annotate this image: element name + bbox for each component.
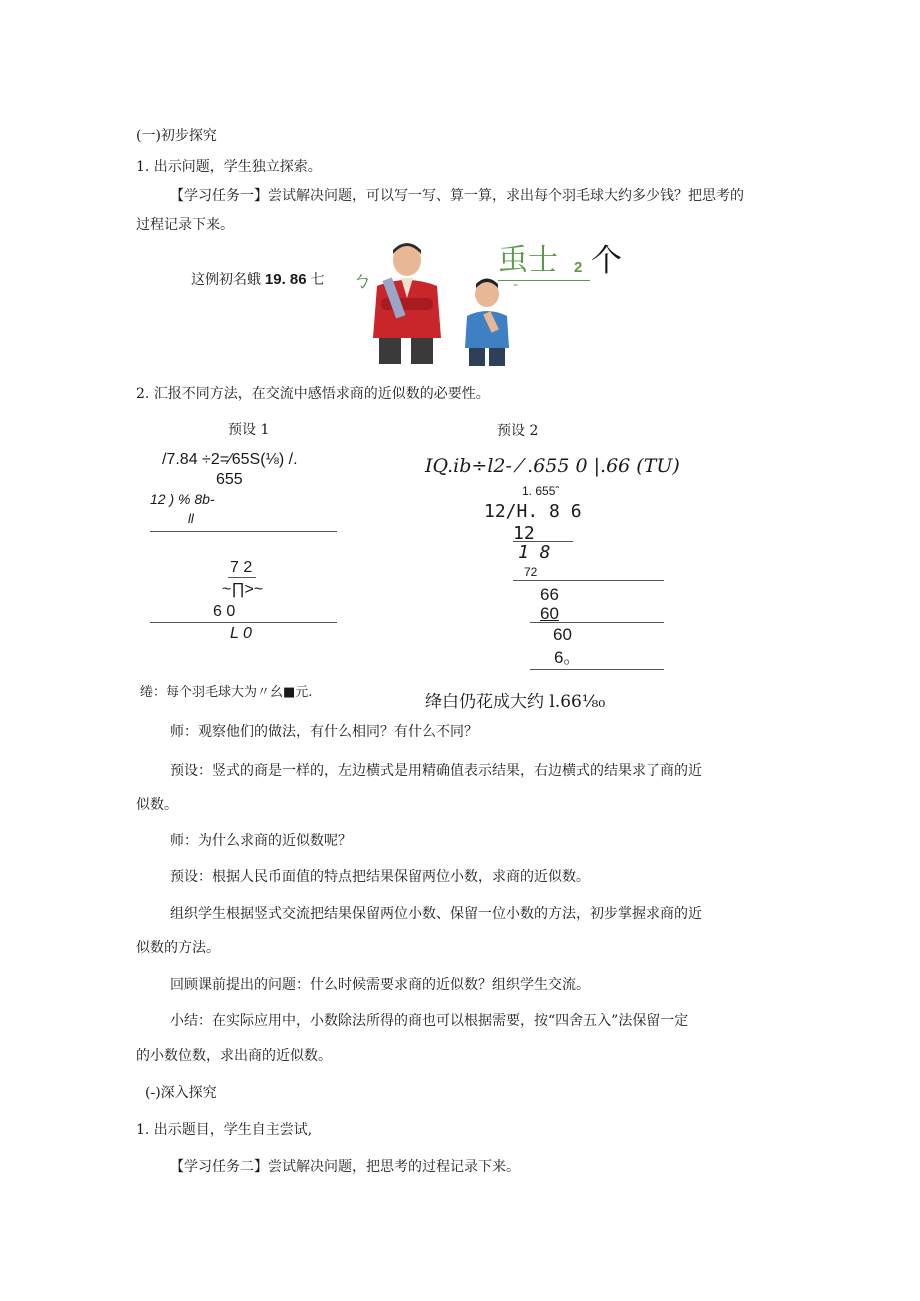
illustration-tick: ˉ	[512, 283, 519, 299]
paragraph-7a: 小结：在实际应用中，小数除法所得的商也可以根据需要，按“四舍五入”法保留一定	[170, 1013, 689, 1029]
preset2-line5: 1 8	[518, 542, 551, 563]
preset1-line1: /7.84 ÷2=⁄65S(⅛) /.	[162, 451, 298, 468]
paragraph-6: 回顾课前提出的问题：什么时候需要求商的近似数？组织学生交流。	[170, 977, 590, 993]
section2-item1: 1. 出示题目，学生自主尝试,	[136, 1122, 313, 1138]
preset2-rule2	[513, 580, 664, 581]
answer-right: 绛白仍花成大约 l.66⅛₀	[425, 693, 606, 709]
paragraph-2a: 预设：竖式的商是一样的，左边横式是用精确值表示结果，右边横式的结果求了商的近	[170, 763, 702, 779]
preset1-line4: ll	[188, 511, 194, 526]
preset2-line1: IQ.ib÷l2- ⁄ .655 0 |.66 (TU)	[425, 455, 680, 477]
preset2-line2: 1. 655ˆ	[522, 484, 560, 498]
preset2-title: 预设 2	[497, 423, 539, 439]
section1-item1: 1. 出示问题，学生独立探索。	[136, 159, 322, 175]
preset2-line9: 60	[553, 625, 572, 644]
preset2-rule3	[530, 622, 664, 623]
illustration-left-text: 这例初名蛾 19. 86 七	[191, 271, 325, 288]
preset2-line4: 12	[513, 523, 535, 544]
preset1-line3: 12 ) % 8b-	[150, 491, 215, 507]
preset1-line7: 6 0	[213, 603, 236, 620]
illustration-underline	[498, 280, 590, 281]
preset1-rule2	[150, 622, 337, 623]
paragraph-5b: 似数的方法。	[136, 940, 220, 956]
paragraph-2b: 似数。	[136, 797, 178, 813]
task1-line1: 【学习任务一】尝试解决问题，可以写一写、算一算，求出每个羽毛球大约多少钱？把思考的	[170, 188, 744, 204]
preset1-rule1	[150, 531, 337, 532]
paragraph-7b: 的小数位数，求出商的近似数。	[136, 1048, 332, 1064]
preset1-title: 预设 1	[228, 422, 270, 438]
preset1-line6: ~∏>~	[222, 581, 264, 598]
paragraph-4: 预设：根据人民币面值的特点把结果保留两位小数，求商的近似数。	[170, 869, 590, 885]
item2: 2. 汇报不同方法，在交流中感悟求商的近似数的必要性。	[136, 386, 490, 402]
preset1-line8: L 0	[230, 625, 252, 642]
paragraph-1: 师：观察他们的做法，有什么相同？有什么不同？	[170, 724, 478, 740]
answer-left: 绻：每个羽毛球大为〃幺■元.	[140, 685, 313, 700]
preset2-line6: 72	[524, 565, 538, 579]
preset2-rule4	[530, 669, 664, 670]
preset2-line8: 60	[540, 604, 559, 623]
illustration-green-text: 䖝士	[498, 243, 558, 278]
paragraph-5a: 组织学生根据竖式交流把结果保留两位小数、保留一位小数的方法，初步掌握求商的近	[170, 906, 702, 922]
preset1-rule-short	[228, 577, 256, 578]
illustration-mark: ㄅ	[352, 268, 372, 292]
preset1-line5: 7 2	[230, 559, 253, 576]
preset2-line3: 12/H. 8 6	[484, 501, 582, 522]
task2: 【学习任务二】尝试解决问题，把思考的过程记录下来。	[170, 1159, 520, 1175]
paragraph-3: 师：为什么求商的近似数呢？	[170, 833, 352, 849]
section1-heading: (一)初步探究	[136, 128, 217, 144]
illustration-green-num: 2	[574, 259, 583, 276]
preset2-line7: 66	[540, 585, 559, 604]
illustration-big-char: 个	[591, 243, 622, 279]
section2-heading: (-)深入探究	[145, 1085, 217, 1101]
answer-right-clip	[425, 693, 685, 709]
task1-line2: 过程记录下来。	[136, 217, 234, 233]
preset2-line10: 6。	[554, 648, 581, 667]
preset1-line2: 655	[216, 471, 243, 488]
